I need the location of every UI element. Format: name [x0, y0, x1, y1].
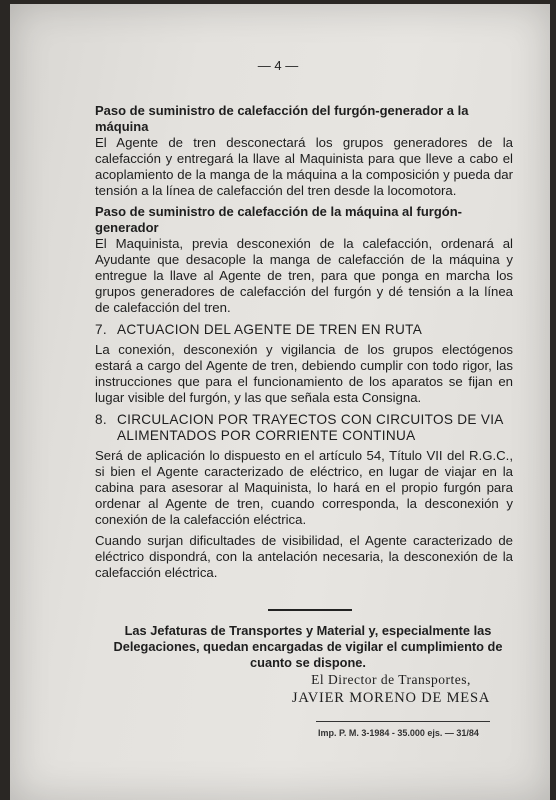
document-body	[95, 103, 513, 581]
paragraph-train-agent-disconnects: El Agente de tren desconectará los grupos generadores de la calefacción y entregará la llave al Maquinista para que lleve a cabo el acoplamiento de la manga de la máquina a la composición y pueda dar tensión a la línea de calefacción del tren desde la locomotora.	[95, 135, 513, 198]
section-number: 8.	[95, 412, 107, 427]
heading-heating-locomotive-to-van: Paso de suministro de calefacción de la máquina al furgón-generador	[95, 204, 462, 235]
section-title: CIRCULACION POR TRAYECTOS CON CIRCUITOS DE VIA ALIMENTADOS POR CORRIENTE CONTINUA	[117, 412, 503, 443]
separator-line	[268, 609, 352, 611]
section-title: ACTUACION DEL AGENTE DE TREN EN RUTA	[117, 322, 423, 337]
section-number: 7.	[95, 322, 107, 337]
paragraph-generator-supervision: La conexión, desconexión y vigilancia de los grupos electógenos estará a cargo del Agente de tren, debiendo cumplir con todo rigor, las instrucciones que para el funcionamiento de los aparatos se fijan en lugar visible del furgón, y las que señala esta Consigna.	[95, 342, 513, 405]
closing-statement: Las Jefaturas de Transportes y Material y, especialmente las Delegaciones, quedan encargadas de vigilar el cumplimiento de cuanto se dispone.	[113, 623, 503, 670]
imprint-rule	[316, 721, 490, 722]
section-8-heading	[95, 412, 513, 444]
paragraph-visibility-difficulties: Cuando surjan dificultades de visibilidad, el Agente caracterizado de eléctrico dispondrá, con la antelación necesaria, la desconexión de la calefacción eléctrica.	[95, 533, 513, 580]
signatory-name: JAVIER MORENO DE MESA	[291, 690, 491, 706]
section-7-heading	[95, 322, 513, 338]
heading-heating-van-to-locomotive: Paso de suministro de calefacción del furgón-generador a la máquina	[95, 103, 469, 134]
paragraph-driver-orders-assistant: El Maquinista, previa desconexión de la calefacción, ordenará al Ayudante que desacople la manga de calefacción de la máquina y entregue la llave al Agente de tren, para que ponga en marcha los grupos generadores de calefacción del furgón y dé tensión a la línea de calefacción del tren.	[95, 236, 513, 315]
signatory-title: El Director de Transportes,	[311, 672, 471, 687]
print-imprint: Imp. P. M. 3-1984 - 35.000 ejs. — 31/84	[318, 728, 479, 738]
paragraph-article-54: Será de aplicación lo dispuesto en el artículo 54, Título VII del R.G.C., si bien el Agente caracterizado de eléctrico, en lugar de viajar en la cabina para asesorar al Maquinista, lo hará en el propio furgón para ordenar al Agente de tren, cuando corresponda, la desconexión y conexión de la calefacción eléctrica.	[95, 448, 513, 527]
page-number: — 4 —	[257, 58, 299, 73]
